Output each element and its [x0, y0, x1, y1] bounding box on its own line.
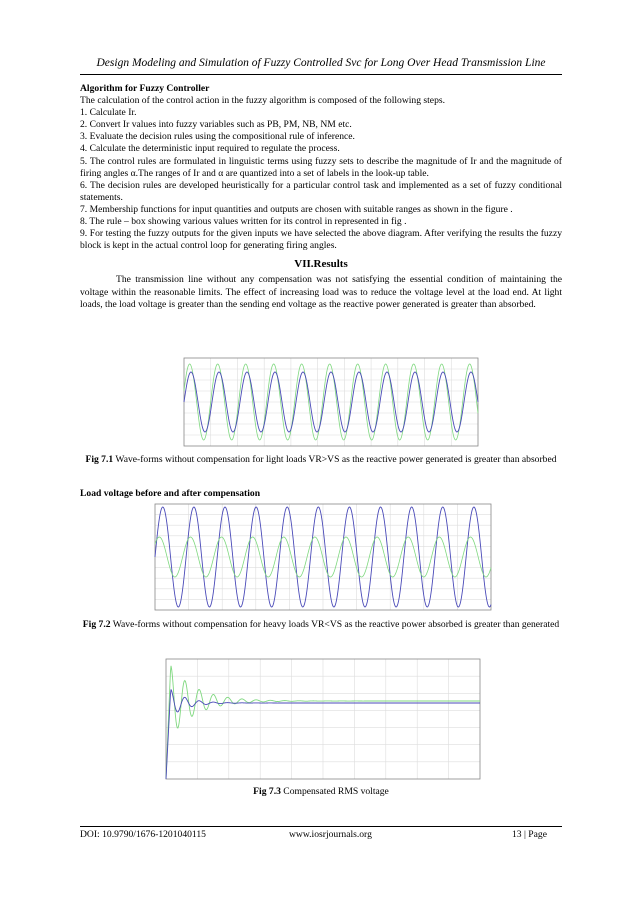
figure-caption-text: Compensated RMS voltage — [283, 786, 389, 797]
algorithm-step: 5. The control rules are formulated in linguistic terms using fuzzy sets to describe the magnitude of Ir and the magnitude of firing angles α.The ranges of Ir and α are quantized into a set of labels in the look-up table. — [80, 155, 562, 179]
figure-7-3-plot — [158, 651, 484, 783]
figure-7-2-plot — [147, 502, 493, 612]
footer-doi: DOI: 10.9790/1676-1201040115 — [80, 829, 206, 840]
algorithm-step: 7. Membership functions for input quantities and outputs are chosen with suitable ranges as shown in the figure . — [80, 203, 513, 215]
figure-label: Fig 7.1 — [85, 454, 114, 465]
algorithm-step: 9. For testing the fuzzy outputs for the given inputs we have selected the above diagram. After verifying the results the fuzzy block is kept in the actual control loop for generating firing angles. — [80, 228, 562, 252]
figure-caption-text: Wave-forms without compensation for light loads VR>VS as the reactive power generated is greater than absorbed — [115, 454, 557, 465]
footer-rule — [80, 826, 562, 827]
algorithm-heading: Algorithm for Fuzzy Controller — [80, 83, 210, 94]
figure-7-1-caption — [80, 454, 562, 466]
algorithm-step: 4. Calculate the deterministic input required to regulate the process. — [80, 143, 340, 155]
waveform-light-load — [180, 355, 482, 449]
results-paragraph: The transmission line without any compensation was not satisfying the essential condition of maintaining the voltage within the reasonable limits. The effect of increasing load was to reduce the voltage level at the load end. At light loads, the load voltage is greater than the sending end voltage as the reactive power generated is greater than absorbed. — [80, 274, 562, 310]
text-body — [80, 83, 562, 311]
algorithm-step: 2. Convert Ir values into fuzzy variables such as PB, PM, NB, NM etc. — [80, 119, 352, 131]
footer-page-number: 13 | Page — [512, 829, 547, 840]
load-voltage-subheading: Load voltage before and after compensation — [80, 488, 261, 499]
figure-caption-text: Wave-forms without compensation for heavy loads VR<VS as the reactive power absorbed is greater than generated — [112, 619, 560, 630]
figure-7-3-caption — [80, 786, 562, 798]
algorithm-step: 6. The decision rules are developed heuristically for a particular control task and implemented as a set of fuzzy conditional statements. — [80, 179, 562, 203]
plot-background — [158, 651, 484, 783]
algorithm-step: 8. The rule – box showing various values written for its control in represented in fig . — [80, 216, 407, 228]
footer-website: www.iosrjournals.org — [289, 829, 372, 840]
figure-7-1-plot — [180, 355, 482, 449]
figure-7-2-caption — [80, 619, 562, 631]
results-heading: VII.Results — [294, 258, 348, 271]
figure-label: Fig 7.2 — [82, 619, 111, 630]
header-rule — [80, 74, 562, 75]
rms-voltage-plot — [158, 651, 484, 783]
running-title: Design Modeling and Simulation of Fuzzy Controlled Svc for Long Over Head Transmission Line — [96, 57, 546, 69]
algorithm-intro: The calculation of the control action in the fuzzy algorithm is composed of the following steps. — [80, 95, 445, 107]
algorithm-step: 3. Evaluate the decision rules using the compositional rule of inference. — [80, 131, 355, 143]
algorithm-step: 1. Calculate Ir. — [80, 107, 137, 119]
figure-label: Fig 7.3 — [253, 786, 281, 797]
waveform-heavy-load — [147, 502, 493, 612]
